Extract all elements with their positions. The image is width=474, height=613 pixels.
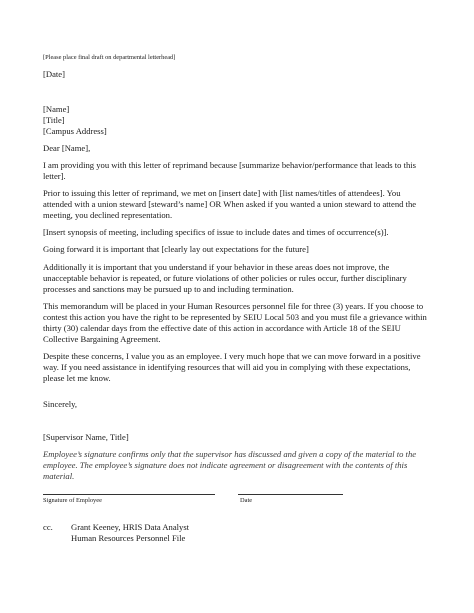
cc-recipient-1: Grant Keeney, HRIS Data Analyst	[71, 522, 190, 532]
paragraph-5-line-2: unacceptable behavior is repeated, or future violations of other policies or rules occur, further disciplinary	[43, 273, 407, 283]
paragraph-1-line-1: I am providing you with this letter of reprimand because [summarize behavior/performance that leads to this	[43, 160, 416, 170]
recipient-name: [Name]	[43, 104, 70, 114]
disclaimer-line-2: employee. The employee’s signature does not indicate agreement or disagreement with the contents of this	[43, 460, 408, 470]
closing: Sincerely,	[43, 399, 78, 409]
recipient-address: [Campus Address]	[43, 126, 107, 136]
cc-label: cc.	[43, 522, 53, 532]
recipient-title: [Title]	[43, 115, 65, 125]
salutation: Dear [Name],	[43, 143, 91, 153]
paragraph-6-line-1: This memorandum will be placed in your Human Resources personnel file for three (3) years. If you choose to	[43, 301, 424, 311]
paragraph-3: [Insert synopsis of meeting, including specifics of issue to include dates and times of occurrence(s)].	[43, 227, 389, 237]
paragraph-2-line-1: Prior to issuing this letter of reprimand, we met on [insert date] with [list names/titles of attendees]. You	[43, 188, 401, 198]
paragraph-6-line-3: thirty (30) calendar days from the effective date of this action in accordance with Article 18 of the SEIU	[43, 323, 401, 333]
paragraph-6-line-2: contest this action you have the right to be represented by SEIU Local 503 and you must file a grievance within	[43, 312, 427, 322]
date-line	[238, 494, 343, 495]
paragraph-1-line-2: letter].	[43, 171, 66, 181]
signature-label: Signature of Employee	[43, 497, 102, 504]
paragraph-7-line-2: way. If you need assistance in identifying resources that will aid you in complying with these expectations,	[43, 362, 411, 372]
date-label: Date	[240, 497, 253, 504]
letterhead-note: [Please place final draft on departmental letterhead]	[43, 54, 176, 61]
paragraph-4: Going forward it is important that [clearly lay out expectations for the future]	[43, 244, 309, 254]
disclaimer-line-3: material.	[43, 471, 75, 481]
paragraph-7-line-3: please let me know.	[43, 373, 111, 383]
signer-name: [Supervisor Name, Title]	[43, 432, 129, 442]
paragraph-2-line-3: meeting, you declined representation.	[43, 210, 173, 220]
disclaimer-line-1: Employee’s signature confirms only that the supervisor has discussed and given a copy of the material to the	[43, 449, 417, 459]
cc-recipient-2: Human Resources Personnel File	[71, 533, 186, 543]
signature-line	[43, 494, 215, 495]
paragraph-5-line-1: Additionally it is important that you understand if your behavior in these areas does not improve, the	[43, 262, 390, 272]
paragraph-5-line-3: processes and sanctions may be pursued up to and including termination.	[43, 284, 294, 294]
paragraph-2-line-2: attended with a union steward [steward’s name] OR When asked if you wanted a union steward to attend the	[43, 199, 417, 209]
paragraph-6-line-4: Collective Bargaining Agreement.	[43, 334, 161, 344]
date-field: [Date]	[43, 69, 65, 79]
paragraph-7-line-1: Despite these concerns, I value you as an employee. I very much hope that we can move forward in a positive	[43, 351, 421, 361]
